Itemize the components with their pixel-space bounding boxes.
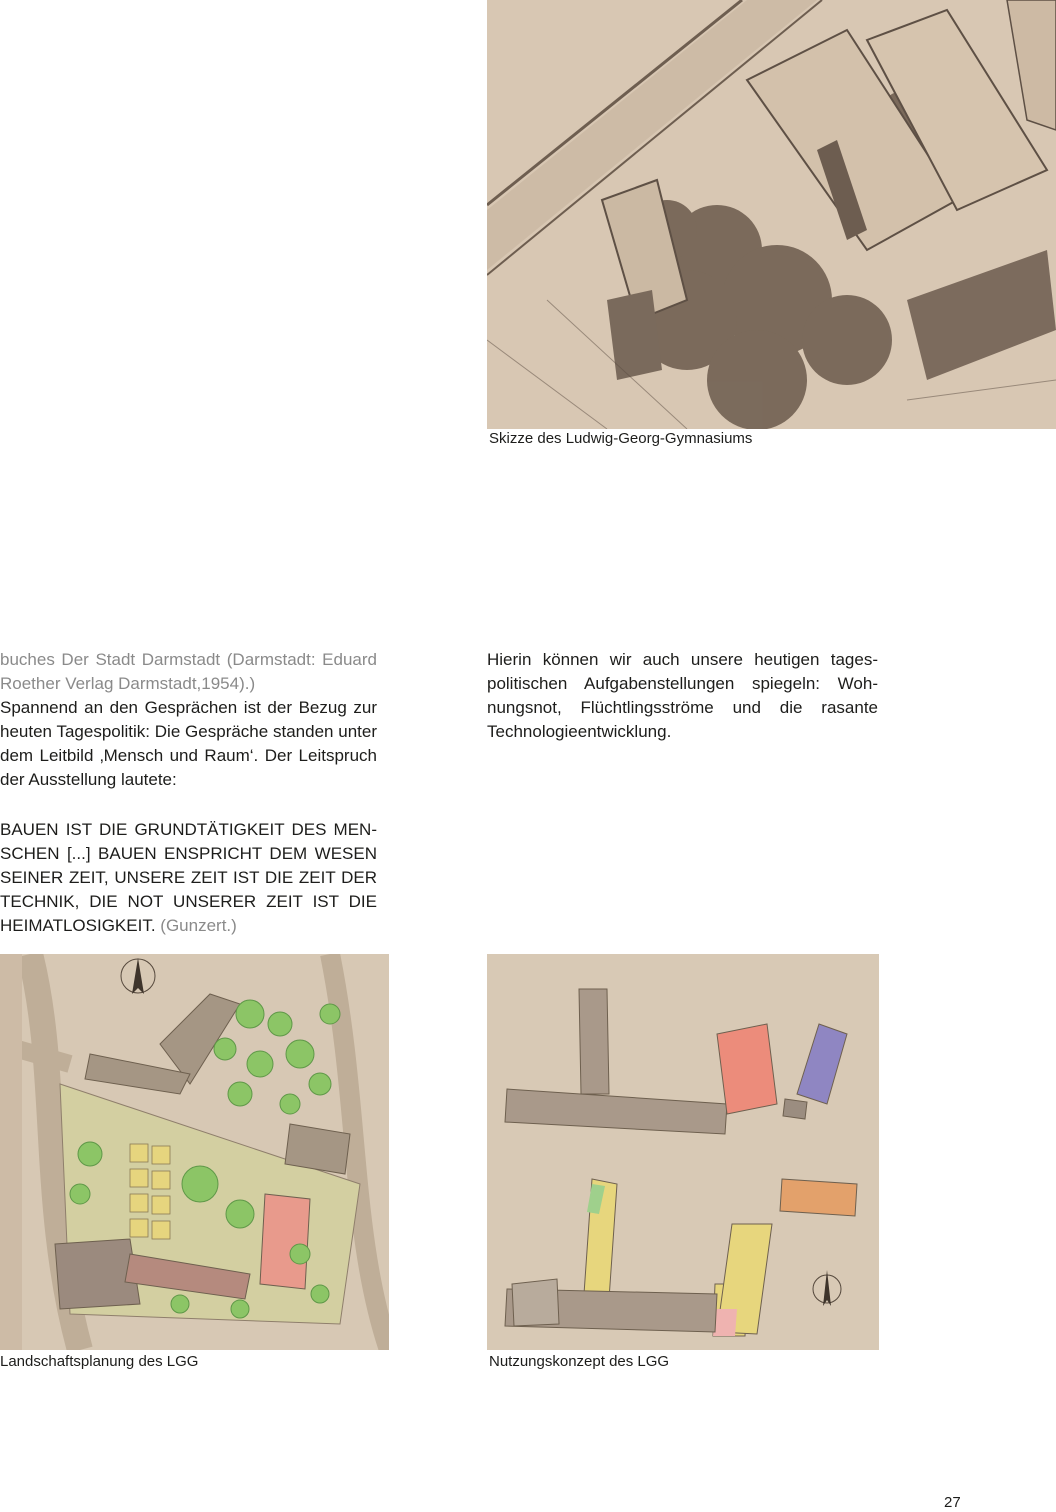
usage-caption: Nutzungskonzept des LGG: [489, 1353, 670, 1370]
quote-block: [0, 818, 377, 938]
body-text: Spannend an den Gesprächen ist der Bezug zur heuten Tagespolitik: Die Gespräche standen unter dem Leitbild ‚Mensch und Raum‘. Der Leitspruch der Ausstellung lautete:: [0, 698, 377, 789]
landscape-plan-image: [0, 954, 389, 1350]
left-paragraph: [0, 648, 377, 792]
quote-source: (Gunzert.): [160, 916, 237, 935]
usage-concept-image: [487, 954, 879, 1350]
landscape-caption: Landschaftsplanung des LGG: [0, 1353, 199, 1370]
sketch-caption: Skizze des Ludwig-Georg-Gymnasiums: [489, 430, 753, 447]
citation-continued: buches Der Stadt Darmstadt (Darmstadt: Eduard Roether Verlag Darmstadt,1954).): [0, 650, 377, 693]
quote-text: BAUEN IST DIE GRUNDTÄTIGKEIT DES MENSCHEN [...] BAUEN ENSPRICHT DEM WESEN SEINER ZEIT, UNSERE ZEIT IST DIE ZEIT DER TECHNIK, DIE NOT UNSERER ZEIT IST DIE HEIMATLOSIGKEIT.: [0, 820, 377, 935]
right-paragraph: Hierin können wir auch unsere heutigen tagespolitischen Aufgabenstellungen spiegeln: Wohnungsnot, Flüchtlingsströme und die rasante Technologieentwicklung.: [487, 650, 878, 741]
page-number: 27: [944, 1494, 961, 1511]
sketch-image: [487, 0, 1056, 429]
